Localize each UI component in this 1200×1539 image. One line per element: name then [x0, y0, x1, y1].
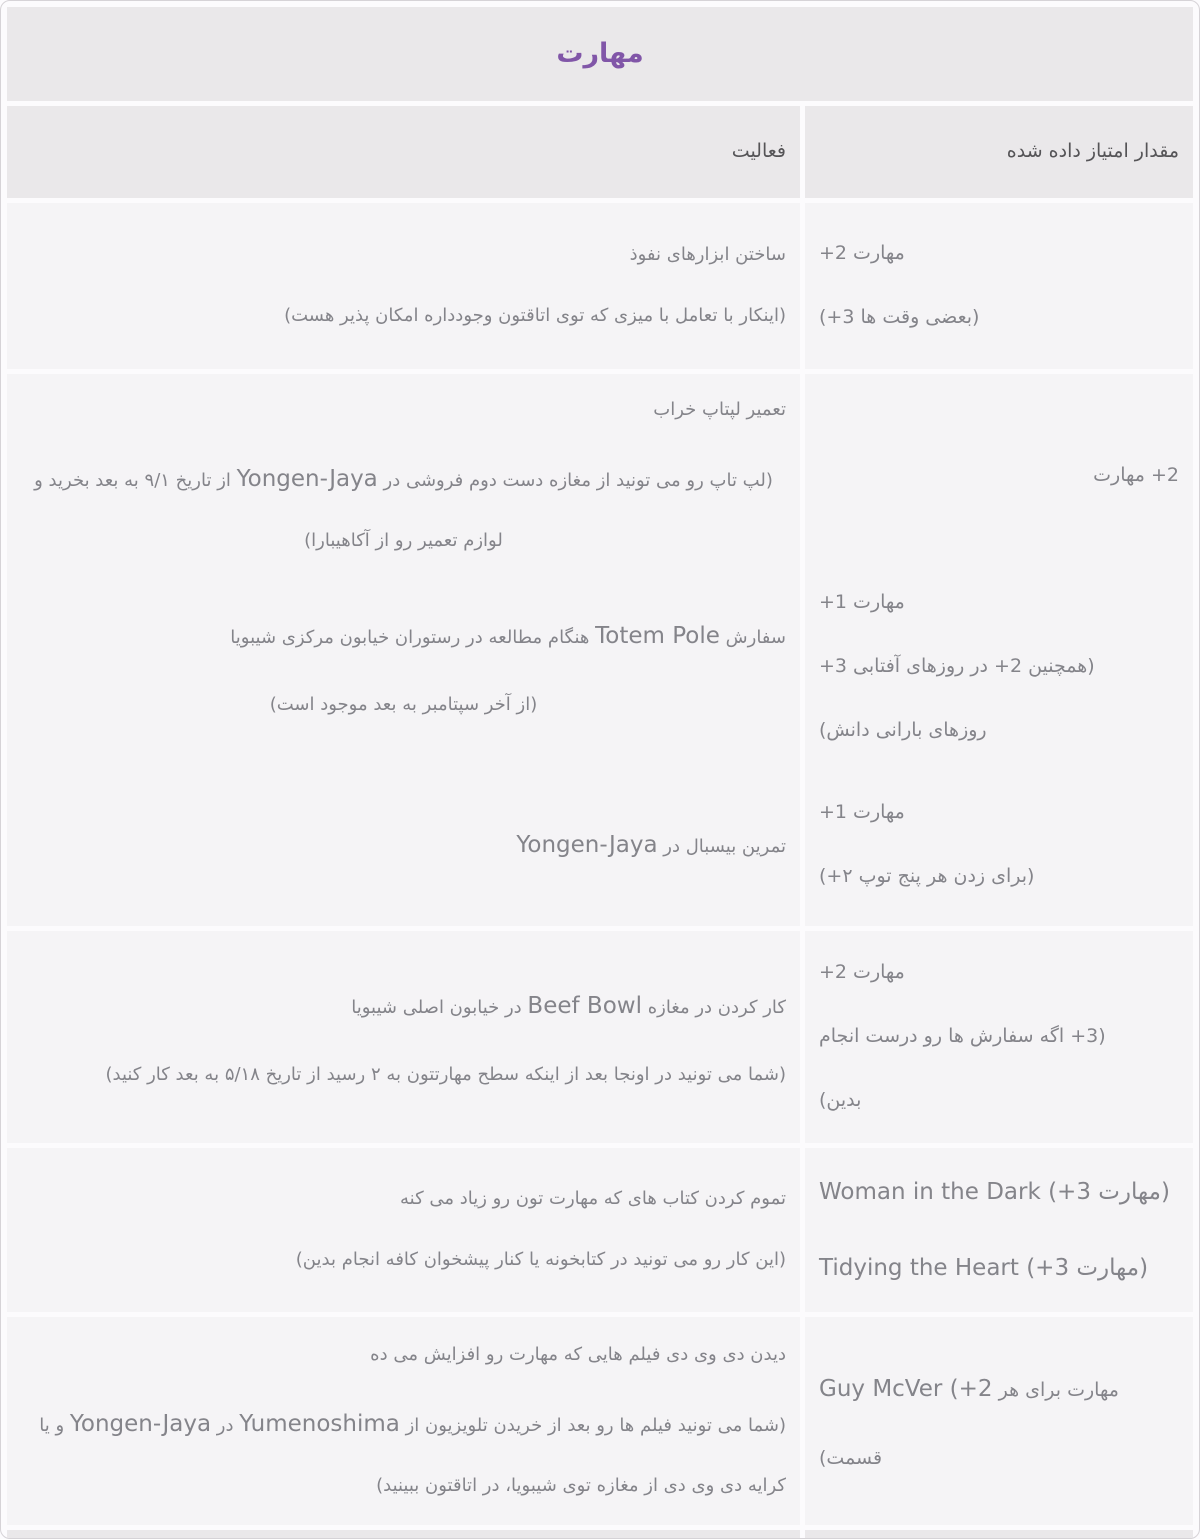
- points-note: روزهای بارانی دانش): [819, 718, 987, 741]
- activity-note: (این کار رو می تونید در کتابخونه یا کنار پیشخوان کافه انجام بدین): [295, 1249, 786, 1271]
- shop-name: Beef Bowl: [527, 993, 642, 1020]
- book-points: Tidying the Heart (+3 مهارت): [819, 1255, 1149, 1282]
- activity-text: کار کردن در مغازه Beef Bowl در خیابون اصلی شیبویا: [351, 993, 786, 1020]
- points-cell: [805, 1317, 1193, 1525]
- activity-cell: [7, 1317, 800, 1525]
- table-row: [7, 374, 1193, 560]
- activity-cell: [7, 374, 800, 578]
- activity-note: (لپ تاپ رو می تونید از مغازه دست دوم فروشی در Yongen-Jaya از تاریخ ۹/۱ به بعد بخرید و لوازم تعمیر رو از آکاهیبارا): [34, 465, 773, 552]
- points-note: (3+ اگه سفارش ها رو درست انجام: [819, 1025, 1106, 1048]
- page-title: مهارت: [556, 38, 644, 70]
- column-header-activity: [7, 106, 800, 198]
- table-title-cell: [7, 7, 1193, 101]
- activity-cell: [7, 1148, 800, 1312]
- activity-text: دیدن دی وی دی فیلم هایی که مهارت رو افزایش می ده: [370, 1344, 786, 1366]
- activity-text: تعمیر لپتاپ خراب: [653, 399, 786, 420]
- points-cell: [805, 764, 1193, 926]
- activity-cell: [7, 931, 800, 1143]
- table-row: [7, 931, 1193, 1143]
- activity-cell: [7, 764, 800, 926]
- cutoff-cell: [7, 1530, 800, 1539]
- points-cell: [805, 931, 1193, 1143]
- table-title-row: [7, 7, 1193, 101]
- points-value: مهارت برای هر Guy McVer (+2: [819, 1375, 1119, 1402]
- points-note: (همچنین 2+ در روزهای آفتابی 3+: [819, 654, 1095, 677]
- points-cell: [805, 203, 1193, 369]
- activity-cell: [7, 565, 800, 769]
- column-header-points-label: مقدار امتیاز داده شده: [1006, 140, 1179, 163]
- points-cell: [805, 565, 1193, 769]
- location-name: Yongen-Jaya: [516, 831, 658, 858]
- activity-note: (شما می تونید فیلم ها رو بعد از خریدن تلویزیون از Yumenoshima در Yongen-Jaya و یا کرایه دی وی دی از مغازه توی شیبویا، در اتاقتون ببینید): [39, 1410, 786, 1497]
- activity-cell: [7, 203, 800, 369]
- location-name: Yongen-Jaya: [69, 1410, 212, 1437]
- activity-text: سفارش Totem Pole هنگام مطالعه در رستوران خیابون مرکزی شیبویا: [230, 623, 786, 650]
- column-header-activity-label: فعالیت: [731, 140, 786, 163]
- dvd-name: Guy McVer (+2: [819, 1375, 993, 1402]
- column-header-row: [7, 106, 1193, 198]
- table-row: [7, 764, 1193, 926]
- activity-note: (شما می تونید در اونجا بعد از اینکه سطح مهارتتون به ۲ رسید از تاریخ ۵/۱۸ به بعد کار کنید): [105, 1063, 786, 1085]
- points-cell: [805, 374, 1193, 578]
- book-points: Woman in the Dark (+3 مهارت): [819, 1179, 1170, 1205]
- activity-note: (اینکار با تعامل با میزی که توی اتاقتون وجودداره امکان پذیر هست): [284, 305, 786, 326]
- table-row: [7, 1148, 1193, 1312]
- table-row: [7, 203, 1193, 369]
- points-value: مهارت 2+: [819, 961, 905, 984]
- activity-note: (از آخر سپتامبر به بعد موجود است): [269, 693, 538, 715]
- location-name: Yongen-Jaya: [236, 465, 378, 492]
- points-value: مهارت 1+: [819, 591, 905, 613]
- cutoff-row-strip: [7, 1530, 1193, 1539]
- location-name: Yumenoshima: [239, 1410, 400, 1437]
- menu-item-name: Totem Pole: [595, 623, 720, 650]
- cutoff-cell: [805, 1530, 1193, 1539]
- points-value: 2+ مهارت: [1093, 463, 1179, 486]
- points-value: مهارت 1+: [819, 801, 905, 824]
- activity-text: ساختن ابزارهای نفوذ: [629, 244, 786, 266]
- points-note: بدین): [819, 1088, 862, 1111]
- points-note: (برای زدن هر پنج توپ ۲+): [819, 865, 1035, 887]
- points-note: (بعضی وقت ها 3+): [819, 306, 980, 328]
- table-row: [7, 565, 1193, 759]
- table-row: [7, 1317, 1193, 1525]
- activity-text: تمرین بیسبال در Yongen-Jaya: [516, 831, 786, 858]
- points-note: قسمت): [819, 1447, 883, 1470]
- points-value: مهارت 2+: [819, 242, 905, 265]
- column-header-points: [805, 106, 1193, 198]
- activity-text: تموم کردن کتاب های که مهارت تون رو زیاد می کنه: [400, 1188, 786, 1210]
- points-cell: [805, 1148, 1193, 1312]
